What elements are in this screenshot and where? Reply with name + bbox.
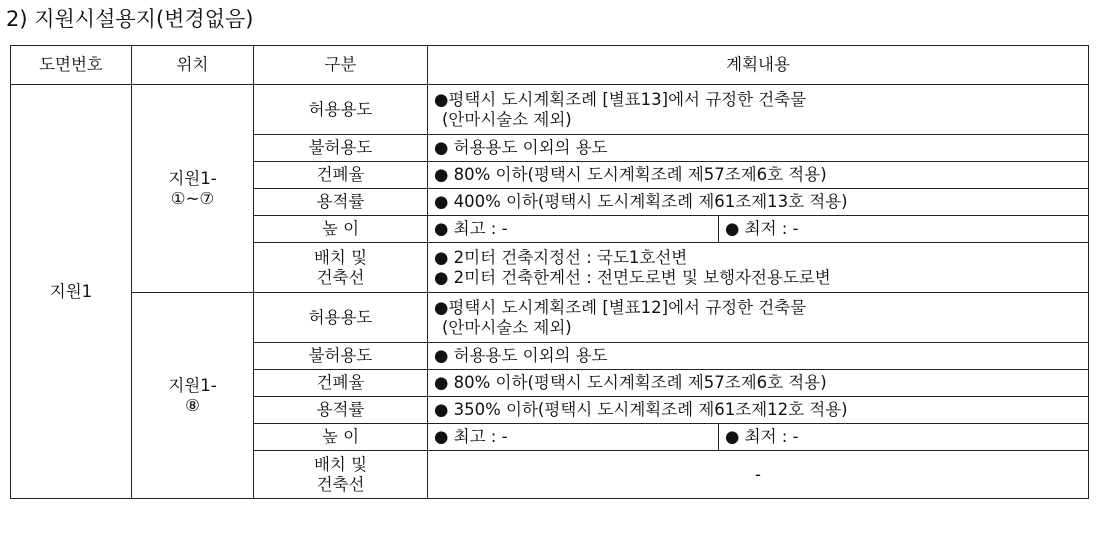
category-cell: 용적률 <box>254 397 428 424</box>
category-cell <box>254 451 428 499</box>
content-cell <box>428 85 1089 135</box>
category-cell: 불허용도 <box>254 343 428 370</box>
content-line: ●평택시 도시계획조례 [별표12]에서 규정한 건축물 <box>434 297 807 317</box>
section-title: 2) 지원시설용지(변경없음) <box>6 7 254 31</box>
category-cell: 높 이 <box>254 216 428 243</box>
content-line: (안마시술소 제외) <box>442 109 572 129</box>
content-cell: ● 80% 이하(평택시 도시계획조례 제57조제6호 적용) <box>428 370 1089 397</box>
category-cell: 불허용도 <box>254 135 428 162</box>
content-cell: ● 400% 이하(평택시 도시계획조례 제61조제13호 적용) <box>428 189 1089 216</box>
category-cell: 용적률 <box>254 189 428 216</box>
category-line: 배치 및 <box>313 247 368 267</box>
content-cell: ● 허용용도 이외의 용도 <box>428 135 1089 162</box>
header-category: 구분 <box>254 46 428 85</box>
header-drawing-no: 도면번호 <box>11 46 132 85</box>
category-cell: 허용용도 <box>254 293 428 343</box>
location-cell <box>132 85 254 293</box>
header-plan-content: 계획내용 <box>428 46 1089 85</box>
location-line: ①~⑦ <box>170 188 215 208</box>
content-cell: ● 허용용도 이외의 용도 <box>428 343 1089 370</box>
location-line: ⑧ <box>185 395 200 415</box>
content-cell: - <box>428 451 1089 499</box>
location-cell <box>132 293 254 499</box>
table-row <box>11 85 1089 135</box>
location-line: 지원1- <box>168 375 217 395</box>
drawing-no-cell: 지원1 <box>11 85 132 499</box>
category-cell: 허용용도 <box>254 85 428 135</box>
header-location: 위치 <box>132 46 254 85</box>
content-cell: ● 최고 : - <box>428 424 719 451</box>
content-cell: ● 최저 : - <box>719 216 1089 243</box>
content-cell: ● 80% 이하(평택시 도시계획조례 제57조제6호 적용) <box>428 162 1089 189</box>
content-cell: ● 최저 : - <box>719 424 1089 451</box>
category-line: 건축선 <box>316 267 365 287</box>
content-cell <box>428 243 1089 293</box>
content-cell <box>428 293 1089 343</box>
land-use-plan-table <box>10 45 1089 499</box>
content-line: ● 2미터 건축한계선 : 전면도로변 및 보행자전용도로변 <box>434 267 831 287</box>
category-cell: 건폐율 <box>254 162 428 189</box>
header-row <box>11 46 1089 85</box>
content-line: ●평택시 도시계획조례 [별표13]에서 규정한 건축물 <box>434 89 807 109</box>
category-cell: 건폐율 <box>254 370 428 397</box>
content-line: ● 2미터 건축지정선 : 국도1호선변 <box>434 247 688 267</box>
category-cell <box>254 243 428 293</box>
category-cell: 높 이 <box>254 424 428 451</box>
location-line: 지원1- <box>168 168 217 188</box>
category-line: 건축선 <box>316 474 365 494</box>
content-cell: ● 최고 : - <box>428 216 719 243</box>
content-cell: ● 350% 이하(평택시 도시계획조례 제61조제12호 적용) <box>428 397 1089 424</box>
category-line: 배치 및 <box>313 454 368 474</box>
table-row <box>11 293 1089 343</box>
content-line: (안마시술소 제외) <box>442 317 572 337</box>
